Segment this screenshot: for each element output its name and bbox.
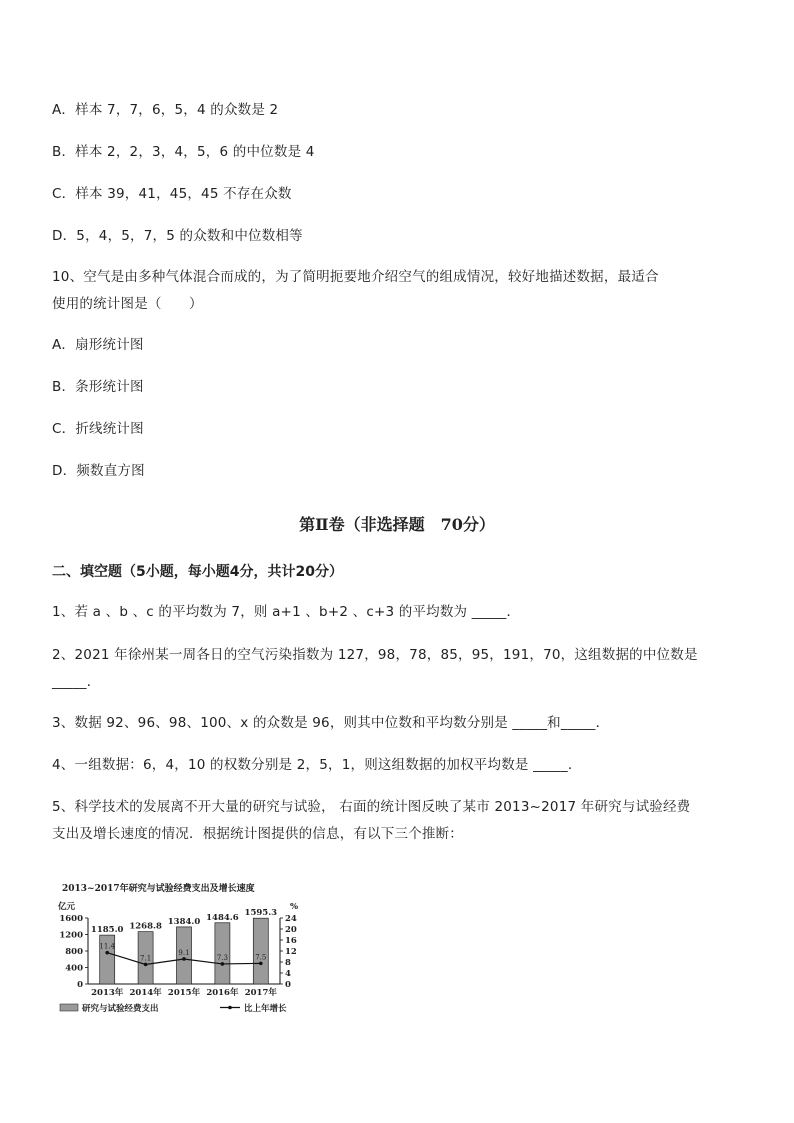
legend-line-marker	[228, 1006, 232, 1010]
right-axis-label: %	[290, 902, 299, 912]
fill-q2-line2: _____．	[52, 674, 101, 690]
q10-stem-line1: 10、空气是由多种气体混合而成的，为了简明扼要地介绍空气的组成情况，较好地描述数据，最适合	[52, 269, 659, 285]
bar-value-label: 1595.3	[244, 908, 278, 919]
growth-value-label: 7.1	[140, 954, 152, 963]
growth-point	[105, 951, 109, 955]
fill-q5-line2: 支出及增长速度的情况．根据统计图提供的信息，有以下三个推断：	[52, 826, 463, 842]
legend-bar-swatch	[60, 1004, 78, 1011]
fill-q4: 4、一组数据：6，4，10 的权数分别是 2，5，1，则这组数据的加权平均数是 _____．	[52, 757, 582, 773]
section2-heading: 二、填空题（5小题，每小题4分，共计20分）	[52, 564, 343, 580]
fill-q3: 3、数据 92、96、98、100、x 的众数是 96，则其中位数和平均数分别是 _____和_____．	[52, 715, 610, 731]
x-tick-label: 2015年	[167, 988, 201, 998]
right-tick-label: 8	[285, 958, 291, 968]
left-axis-label: 亿元	[58, 902, 76, 912]
growth-point	[182, 957, 186, 961]
growth-point	[259, 962, 263, 966]
growth-point	[144, 963, 148, 967]
bar-value-label: 1484.6	[206, 912, 239, 923]
part2-heading: 第Ⅱ卷（非选择题 70分）	[299, 515, 495, 534]
growth-value-label: 7.3	[216, 953, 228, 962]
q10-option-c: C．折线统计图	[52, 421, 144, 437]
right-tick-label: 24	[285, 914, 297, 924]
x-tick-label: 2013年	[91, 988, 124, 998]
q10-option-b: B．条形统计图	[52, 379, 144, 395]
expense-chart-svg	[52, 880, 322, 1020]
chart-legend	[60, 1003, 287, 1014]
left-tick-label: 400	[65, 963, 83, 974]
bar-value-label: 1268.8	[129, 921, 162, 932]
fill-q5-line1: 5、科学技术的发展离不开大量的研究与试验， 右面的统计图反映了某市 2013~2017 年研究与试验经费	[52, 799, 691, 815]
x-tick-label: 2017年	[244, 988, 277, 998]
right-tick-label: 16	[285, 936, 297, 946]
x-tick-label: 2016年	[206, 988, 239, 998]
growth-value-label: 9.1	[178, 948, 190, 957]
q9-option-a: A．样本 7，7，6，5，4 的众数是 2	[52, 102, 279, 118]
growth-value-label: 11.4	[99, 942, 115, 951]
legend-line-label: 比上年增长	[244, 1004, 287, 1014]
legend-bar-label: 研究与试验经费支出	[82, 1004, 159, 1014]
bar	[253, 918, 268, 984]
x-tick-label: 2014年	[129, 988, 162, 998]
right-tick-label: 4	[285, 969, 291, 979]
left-tick-label: 800	[65, 947, 83, 957]
growth-value-label: 7.5	[255, 953, 267, 962]
left-tick-label: 1200	[59, 930, 83, 941]
chart-title: 2013~2017年研究与试验经费支出及增长速度	[62, 884, 255, 894]
bar-value-label: 1384.0	[167, 916, 201, 927]
q9-option-c: C．样本 39，41，45，45 不存在众数	[52, 186, 292, 202]
left-tick-label: 1600	[59, 914, 83, 924]
expense-chart	[52, 880, 322, 1020]
right-tick-label: 12	[285, 947, 297, 957]
q9-option-b: B．样本 2，2，3，4，5，6 的中位数是 4	[52, 144, 315, 160]
q10-stem-line2: 使用的统计图是（ ）	[52, 296, 203, 312]
q9-option-d: D．5，4，5，7，5 的众数和中位数相等	[52, 228, 303, 244]
fill-q2-line1: 2、2021 年徐州某一周各日的空气污染指数为 127，98，78，85，95，191，70，这组数据的中位数是	[52, 647, 698, 663]
bar-value-label: 1185.0	[90, 925, 124, 936]
right-tick-label: 20	[285, 925, 297, 935]
fill-q1: 1、若 a 、b 、c 的平均数为 7，则 a+1 、b+2 、c+3 的平均数为 _____．	[52, 604, 521, 620]
growth-point	[221, 962, 225, 966]
right-tick-label: 0	[285, 980, 291, 990]
q10-option-a: A．扇形统计图	[52, 337, 144, 353]
q10-option-d: D．频数直方图	[52, 463, 145, 479]
left-tick-label: 0	[77, 980, 83, 990]
